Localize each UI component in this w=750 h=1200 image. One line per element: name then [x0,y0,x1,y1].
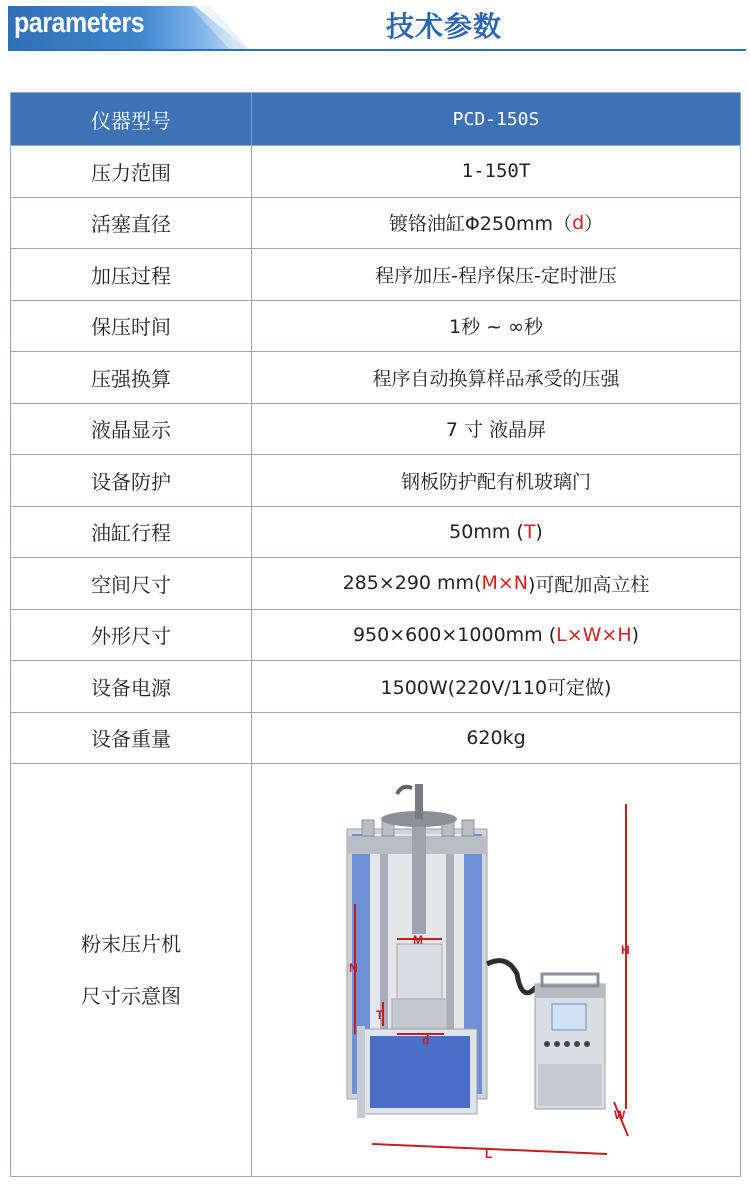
press-dimension-diagram [252,764,742,1176]
row-value [252,610,740,661]
row-value: 钢板防护配有机玻璃门 [400,470,591,493]
header-divider [8,49,746,51]
value-text: 285×290 mm( [342,572,482,595]
value-text-end: ) [535,520,543,543]
row-label: 液晶显示 [11,404,252,455]
row-label: 设备电源 [11,661,252,712]
table-row [11,558,740,610]
row-label: 保压时间 [11,301,252,352]
row-value [252,507,740,558]
diagram-label [11,764,252,1176]
dim-label-d: d [422,1033,430,1047]
page-title: 技术参数 [386,10,503,43]
row-value [252,558,740,609]
table-row [11,713,740,765]
dim-label-h: H [621,943,630,957]
row-label: 设备防护 [11,455,252,506]
row-value: 1500W(220V/110可定做) [380,676,612,699]
row-label: 油缸行程 [11,507,252,558]
hydraulic-hose [487,961,537,993]
row-value: 1秒 ~ ∞秒 [449,316,543,339]
row-value: 7 寸 液晶屏 [445,419,547,442]
header-label: 仪器型号 [11,93,252,145]
dim-label-n: N [349,961,358,975]
value-symbol: d [572,211,585,234]
banner-text: parameters [14,7,145,39]
diagram-row [11,764,740,1176]
row-label: 设备重量 [11,713,252,764]
table-row [11,661,740,713]
value-text: 50mm ( [449,520,524,543]
header [0,0,750,60]
row-value: 程序加压-程序保压-定时泄压 [375,264,617,287]
value-symbol: T [523,520,536,543]
control-unit [535,974,605,1109]
table-row [11,198,740,250]
table-header-row [11,93,740,146]
value-text-end: )可配加高立柱 [528,573,650,596]
value-text-end: ) [631,623,640,646]
table-row [11,455,740,507]
dim-label-m: M [413,933,423,947]
diagram-label-line2: 尺寸示意图 [81,984,181,1008]
row-value: 1-150T [461,160,531,183]
press-machine [347,784,487,1118]
row-label: 压力范围 [11,146,252,197]
value-text: 镀铬油缸Φ250mm（ [388,213,573,236]
row-value: 620kg [466,726,526,749]
diagram-label-line1: 粉末压片机 [81,932,181,956]
row-label: 空间尺寸 [11,558,252,609]
table-row [11,404,740,456]
table-row [11,146,740,198]
table-row [11,352,740,404]
diagram-cell [252,764,740,1176]
row-label: 加压过程 [11,249,252,300]
header-value: PCD-150S [452,108,540,130]
dim-label-w: W [614,1108,626,1122]
row-value [252,198,740,249]
dim-label-t: T [376,1008,384,1022]
row-value: 程序自动换算样品承受的压强 [372,367,620,390]
table-row [11,610,740,662]
value-symbol: L×W×H [556,623,632,646]
value-text-end: ） [584,213,604,236]
spec-table [10,92,741,1177]
table-row [11,249,740,301]
table-row [11,507,740,559]
row-label: 活塞直径 [11,198,252,249]
row-label: 压强换算 [11,352,252,403]
value-text: 950×600×1000mm ( [352,623,557,646]
value-symbol: M×N [481,572,529,595]
dim-label-l: L [485,1147,493,1161]
row-label: 外形尺寸 [11,610,252,661]
table-row [11,301,740,353]
